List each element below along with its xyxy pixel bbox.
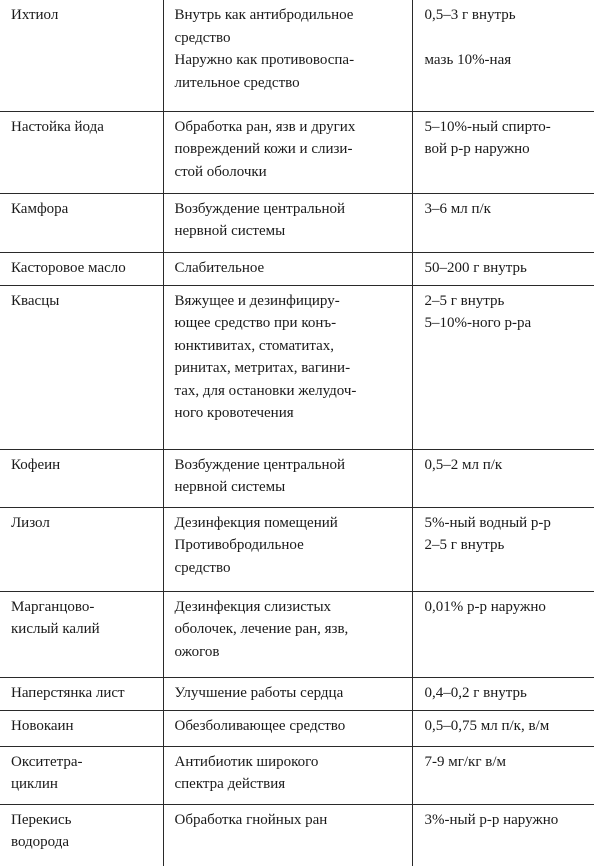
name-line: Наперстянка лист [11, 684, 125, 701]
dose-line: 0,5–2 мл п/к [424, 456, 503, 473]
use-line: Вяжущее и дезинфициру- [174, 292, 340, 309]
table-row [0, 677, 594, 710]
dose-line: 0,5–3 г внутрь [424, 7, 516, 23]
drug-name-cell [0, 804, 163, 866]
drug-name-cell [0, 677, 163, 710]
table-row [0, 193, 594, 252]
drug-use-cell [163, 591, 412, 677]
name-line: Квасцы [11, 292, 60, 309]
dose-line: 3%-ный р-р наружно [424, 811, 559, 828]
drug-name-cell [0, 252, 163, 285]
dose-line: 2–5 г внутрь [424, 537, 505, 553]
use-line: тах, для остановки желудоч- [174, 382, 357, 399]
drug-name-cell [0, 507, 163, 591]
use-line: ринитах, метритах, вагини- [174, 360, 351, 376]
dose-line: 3–6 мл п/к [424, 200, 491, 217]
dose-line: 0,5–0,75 мл п/к, в/м [424, 717, 550, 734]
drug-dose-cell [412, 677, 594, 710]
use-line: Противобродильное [174, 537, 304, 553]
table-row [0, 111, 594, 193]
use-line: Обезболивающее средство [174, 717, 346, 734]
use-line: оболочек, лечение ран, язв, [174, 621, 349, 637]
drug-name-cell [0, 746, 163, 804]
drug-dose-cell [412, 285, 594, 449]
use-line: Слабительное [174, 259, 265, 276]
use-line: нервной системы [174, 223, 286, 239]
use-line: Дезинфекция помещений [174, 514, 338, 531]
use-line: Обработка ран, язв и других [174, 118, 356, 135]
use-line: нервной системы [174, 479, 286, 495]
drug-dose-cell [412, 0, 594, 111]
table-row [0, 591, 594, 677]
use-line: ного кровотечения [174, 405, 294, 421]
dose-line: 5%-ный водный р-р [424, 514, 551, 531]
drug-name-cell [0, 710, 163, 746]
name-line: Перекись [11, 811, 72, 828]
dose-line: 0,4–0,2 г внутрь [424, 684, 527, 701]
name-line: Настойка йода [11, 118, 104, 135]
table-row [0, 507, 594, 591]
name-line: водорода [11, 834, 70, 850]
table-row [0, 449, 594, 507]
use-line: повреждений кожи и слизи- [174, 141, 353, 157]
drug-dose-cell [412, 193, 594, 252]
name-line: Окситетра- [11, 753, 83, 770]
dose-line: 5–10%-ный спирто- [424, 118, 551, 135]
table-row [0, 285, 594, 449]
dose-line: 50–200 г внутрь [424, 259, 527, 276]
drug-use-cell [163, 804, 412, 866]
drug-use-cell [163, 252, 412, 285]
use-line: Дезинфекция слизистых [174, 598, 332, 615]
use-line: Возбуждение центральной [174, 200, 346, 217]
drug-use-cell [163, 710, 412, 746]
name-line: Касторовое масло [11, 259, 126, 276]
drug-name-cell [0, 285, 163, 449]
drug-dose-cell [412, 710, 594, 746]
dose-line: вой р-р наружно [424, 141, 530, 157]
drug-name-cell [0, 193, 163, 252]
drug-name-cell [0, 0, 163, 111]
dose-line: 2–5 г внутрь [424, 292, 505, 309]
drug-name-cell [0, 591, 163, 677]
use-line: Наружно как противовоспа- [174, 52, 355, 68]
drug-dose-cell [412, 804, 594, 866]
name-line: Новокаин [11, 717, 74, 734]
drug-name-cell [0, 111, 163, 193]
name-line: Марганцово- [11, 598, 95, 615]
dose-line: 7-9 мг/кг в/м [424, 753, 506, 770]
drug-use-cell [163, 285, 412, 449]
drug-use-cell [163, 746, 412, 804]
use-line: ожогов [174, 643, 220, 660]
drug-use-cell [163, 449, 412, 507]
name-line: Камфора [11, 200, 69, 217]
table-row [0, 0, 594, 111]
drug-dose-cell [412, 111, 594, 193]
use-line: стой оболочки [174, 163, 267, 180]
drug-dose-cell [412, 252, 594, 285]
dose-line: 0,01% р-р наружно [424, 598, 546, 615]
use-line: средство [174, 29, 231, 46]
drug-use-cell [163, 0, 412, 111]
drug-use-cell [163, 507, 412, 591]
use-line: спектра действия [174, 776, 286, 792]
dose-line [425, 27, 594, 50]
name-line: кислый калий [11, 621, 100, 637]
table-row [0, 804, 594, 866]
drug-dose-cell [412, 746, 594, 804]
use-line: Обработка гнойных ран [174, 811, 328, 828]
drug-use-cell [163, 111, 412, 193]
name-line: Лизол [11, 514, 50, 531]
table-row [0, 746, 594, 804]
table-row [0, 710, 594, 746]
drug-name-cell [0, 449, 163, 507]
use-line: Внутрь как антибродильное [174, 7, 354, 23]
drug-dose-cell [412, 507, 594, 591]
name-line: Ихтиол [11, 7, 59, 23]
drug-use-cell [163, 677, 412, 710]
dose-line: 5–10%-ного р-ра [424, 315, 532, 331]
table-row [0, 252, 594, 285]
name-line: циклин [11, 776, 58, 792]
name-line: Кофеин [11, 456, 61, 473]
use-line: юнктивитах, стоматитах, [174, 337, 335, 354]
drug-use-cell [163, 193, 412, 252]
drug-dose-cell [412, 591, 594, 677]
use-line: Возбуждение центральной [174, 456, 346, 473]
use-line: Улучшение работы сердца [174, 684, 344, 701]
use-line: лительное средство [174, 74, 300, 91]
dose-line: мазь 10%-ная [424, 52, 512, 68]
drug-dose-cell [412, 449, 594, 507]
use-line: ющее средство при конъ- [174, 315, 337, 331]
use-line: Антибиотик широкого [174, 753, 319, 770]
use-line: средство [174, 559, 231, 576]
